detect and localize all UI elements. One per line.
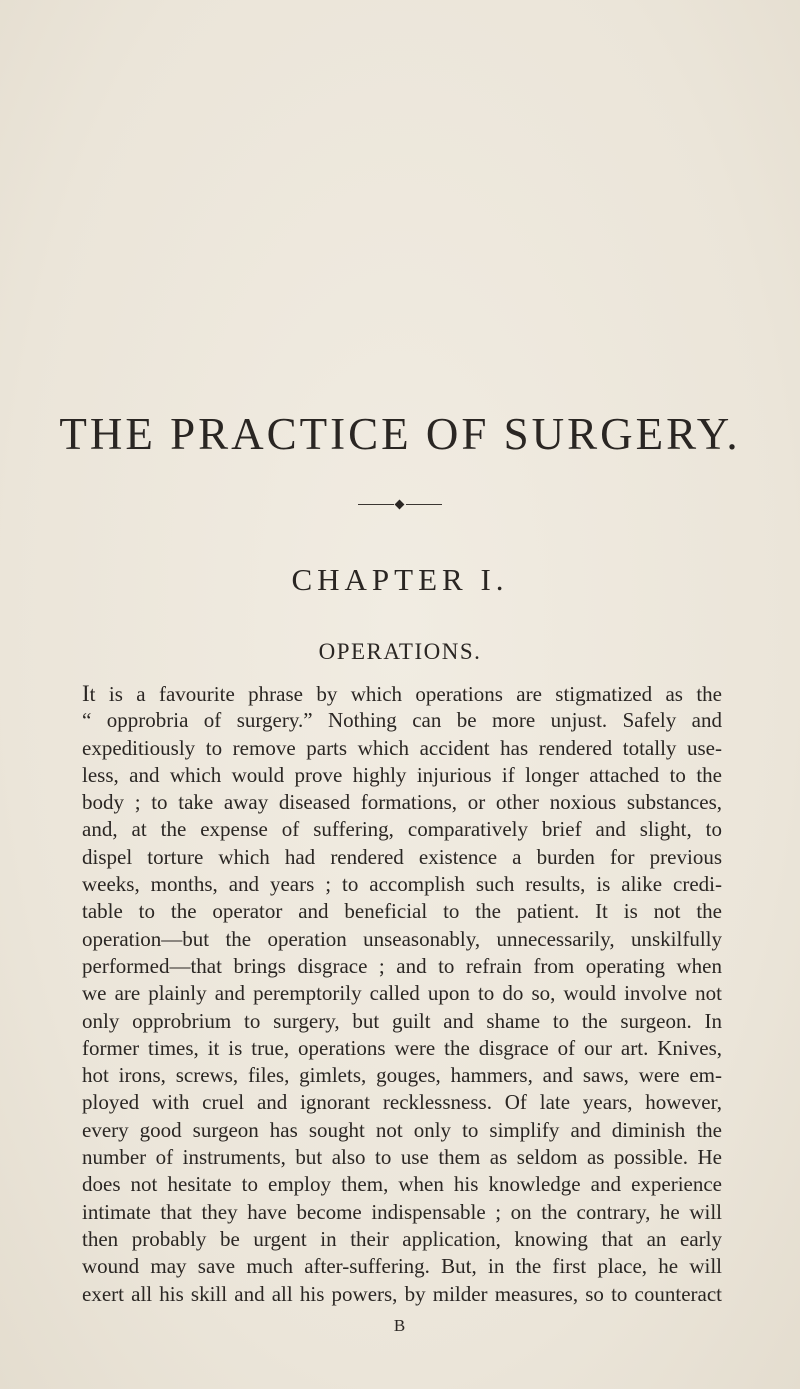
text-line: ployed with cruel and ignorant recklessness. Of late years, however, [82,1090,722,1115]
text-line: exert all his skill and all his powers, by milder measures, so to counteract [82,1281,722,1306]
text-line: dispel torture which had rendered existence a burden for previous [82,844,722,869]
ornamental-rule [358,500,442,510]
signature-mark: B [393,1316,407,1335]
text-line: only opprobrium to surgery, but guilt and shame to the surgeon. In [82,1008,722,1033]
text-line: expeditiously to remove parts which accident has rendered totally use- [82,735,722,760]
text-line: former times, it is true, operations were the disgrace of our art. Knives, [82,1035,722,1060]
text-line: hot irons, screws, files, gimlets, gouges, hammers, and saws, were em- [82,1063,722,1088]
text-line: number of instruments, but also to use them as seldom as possible. He [82,1145,722,1170]
text-line: It is a favourite phrase by which operations are stigmatized as the [82,681,722,706]
book-title: THE PRACTICE OF SURGERY. [59,409,741,459]
chapter-heading: CHAPTER I. [291,562,509,597]
rule-line-left [358,504,394,505]
text-line: every good surgeon has sought not only to simplify and diminish the [82,1117,722,1142]
diamond-ornament-icon [395,500,405,510]
text-line: operation—but the operation unseasonably, unnecessarily, unskilfully [82,926,722,951]
text-line: wound may save much after-suffering. But, in the first place, he will [82,1254,722,1279]
section-heading: OPERATIONS. [318,639,482,664]
text-line: “ opprobria of surgery.” Nothing can be more unjust. Safely and [82,708,722,733]
text-line: does not hesitate to employ them, when his knowledge and experience [82,1172,722,1197]
text-line: we are plainly and peremptorily called upon to do so, would involve not [82,981,722,1006]
text-line: less, and which would prove highly injurious if longer attached to the [82,762,722,787]
text-line: table to the operator and beneficial to the patient. It is not the [82,899,722,924]
text-line: weeks, months, and years ; to accomplish such results, is alike credi- [82,872,722,897]
text-line: and, at the expense of suffering, comparatively brief and slight, to [82,817,722,842]
text-line: body ; to take away diseased formations, or other noxious substances, [82,790,722,815]
text-line: performed—that brings disgrace ; and to refrain from operating when [82,953,722,978]
text-line: then probably be urgent in their application, knowing that an early [82,1226,722,1251]
body-paragraph [82,680,722,1308]
text-line: intimate that they have become indispensable ; on the contrary, he will [82,1199,722,1224]
rule-line-right [406,504,442,505]
